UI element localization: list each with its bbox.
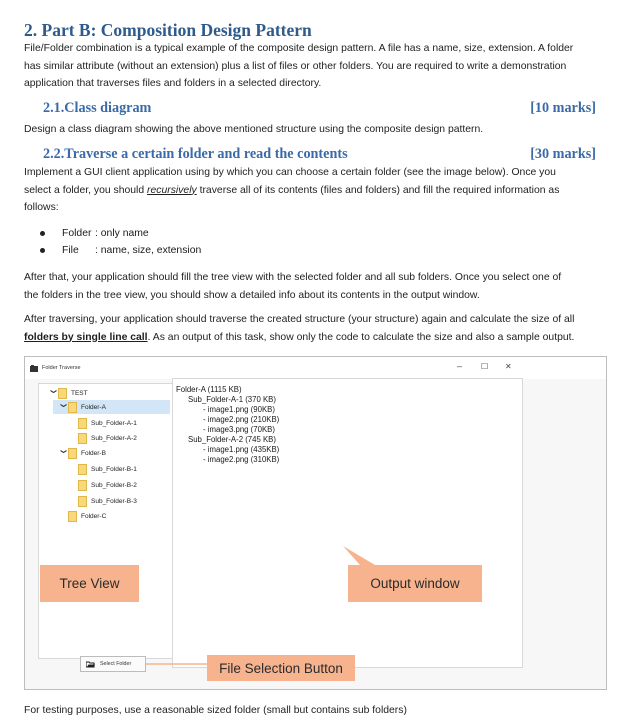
bullet-folder: [40, 228, 149, 239]
paragraph-line: After traversing, your application should traverse the created structure (your structure) again and calculate the size of all: [24, 314, 575, 325]
traverse-line-end: traverse all of its contents (files and folders) and fill the required information as: [196, 184, 560, 196]
section-title: 2. Part B: Composition Design Pattern: [24, 20, 312, 40]
paragraph-line-rest: . As an output of this task, show only the code to calculate the size and also a sample output.: [147, 331, 575, 343]
tree-node-label: Folder-A: [81, 403, 106, 411]
output-line: - image1.png (435KB): [203, 445, 280, 454]
window-title: Folder Traverse: [42, 365, 81, 371]
recursively-emphasis: recursively: [147, 184, 197, 196]
close-button[interactable]: ✕: [505, 362, 512, 371]
traverse-marks: [30 marks]: [530, 146, 596, 162]
traverse-line-start: select a folder, you should: [24, 184, 148, 196]
intro-line: File/Folder combination is a typical example of the composite design pattern. A file has a name, size, extension. A folder: [24, 43, 574, 54]
file-selection-button-callout: File Selection Button: [207, 655, 355, 681]
bullet-value: : only name: [95, 228, 149, 239]
class-diagram-heading: 2.1.Class diagram: [43, 100, 152, 116]
select-folder-button[interactable]: [80, 656, 146, 672]
output-callout-pointer: [343, 546, 375, 565]
tree-node-label: Folder-B: [81, 449, 106, 457]
tree-view-paragraph: [24, 269, 598, 304]
output-window-callout: Output window: [348, 565, 482, 602]
bullet-key: Folder: [62, 228, 92, 239]
single-line-call-emphasis: folders by single line call: [24, 331, 148, 343]
bullet-dot: [40, 231, 45, 236]
traverse-line: Implement a GUI client application using by which you can choose a certain folder (see the image below). Once you: [24, 167, 556, 178]
maximize-button[interactable]: ☐: [481, 362, 489, 371]
bullet-key: File: [62, 245, 79, 256]
traverse-line: follows:: [24, 202, 59, 213]
intro-line: application that traverses files and folders in a selected directory.: [24, 78, 322, 89]
chevron-down-icon[interactable]: ❯: [60, 402, 66, 408]
tree-view-callout: Tree View: [40, 565, 139, 602]
select-folder-label: Select Folder: [100, 661, 132, 667]
intro-paragraph: [24, 40, 598, 93]
paragraph-line: [24, 329, 598, 347]
traverse-line: [24, 182, 598, 200]
folder-traverse-window: [24, 356, 607, 690]
chevron-down-icon[interactable]: ❯: [50, 388, 56, 394]
intro-line: has similar attribute (without an extension) plus a list of files or other folders. You are required to write a demonstration: [24, 60, 567, 72]
tree-node-label: Sub_Folder-B-2: [91, 481, 137, 489]
size-paragraph: [24, 311, 598, 346]
tree-node-label: Sub_Folder-B-3: [91, 497, 137, 505]
footer-note: For testing purposes, use a reasonable sized folder (small but contains sub folders): [24, 705, 407, 716]
paragraph-line: the folders in the tree view, you should show a detailed info about its contents in the output window.: [24, 289, 480, 301]
output-line: Sub_Folder-A-2 (745 KB): [188, 435, 276, 444]
traverse-paragraph: [24, 164, 598, 217]
output-line: - image3.png (70KB): [203, 425, 275, 434]
minimize-button[interactable]: –: [457, 361, 463, 371]
tree-node-label: TEST: [71, 389, 88, 397]
folder-open-icon: [86, 661, 95, 668]
bullet-file: [40, 245, 201, 256]
output-line: Sub_Folder-A-1 (370 KB): [188, 395, 276, 404]
tree-node-label: Sub_Folder-B-1: [91, 465, 137, 473]
output-line: - image1.png (90KB): [203, 405, 275, 414]
tree-node-label: Sub_Folder-A-1: [91, 419, 137, 427]
callout-pointers: [25, 357, 608, 691]
output-line: - image2.png (310KB): [203, 455, 280, 464]
traverse-heading: 2.2.Traverse a certain folder and read the contents: [43, 146, 348, 162]
bullet-value: : name, size, extension: [95, 245, 202, 256]
class-diagram-marks: [10 marks]: [530, 100, 596, 116]
tree-node-label: Folder-C: [81, 512, 107, 520]
output-line: Folder-A (1115 KB): [176, 385, 242, 394]
paragraph-line: After that, your application should fill the tree view with the selected folder and all sub folders. Once you select one of: [24, 272, 562, 283]
bullet-dot: [40, 248, 45, 253]
class-diagram-text: Design a class diagram showing the above mentioned structure using the composite design pattern.: [24, 124, 484, 135]
tree-node-label: Sub_Folder-A-2: [91, 434, 137, 442]
chevron-down-icon[interactable]: ❯: [60, 448, 66, 454]
output-line: - image2.png (210KB): [203, 415, 280, 424]
